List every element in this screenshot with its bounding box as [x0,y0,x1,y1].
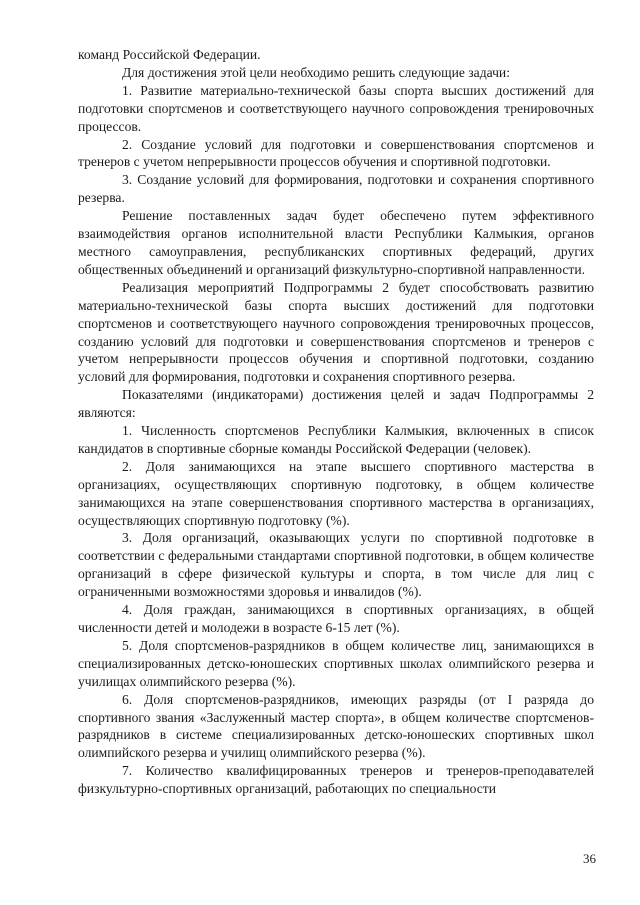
paragraph-indicator-6: 6. Доля спортсменов-разрядников, имеющих разряды (от I разряда до спортивного звания «Заслуженный мастер спорта», в общем количестве спортсменов-разрядников в системе специализированных детско-юношеских спортивных школ олимпийского резерва и училищ олимпийского резерва (%). [78,691,594,761]
paragraph-tasks-intro: Для достижения этой цели необходимо решить следующие задачи: [122,64,510,80]
paragraph-task-2: 2. Создание условий для подготовки и совершенствования спортсменов и тренеров с учетом непрерывности процессов обучения и спортивной подготовки. [78,136,594,170]
paragraph-task-3: 3. Создание условий для формирования, подготовки и сохранения спортивного резерва. [78,172,594,206]
paragraph-continuation: команд Российской Федерации. [78,47,261,62]
paragraph-indicators-intro: Показателями (индикаторами) достижения целей и задач Подпрограммы 2 являются: [78,387,594,421]
paragraph-indicator-2: 2. Доля занимающихся на этапе высшего спортивного мастерства в организациях, осуществляющих спортивную подготовку, в общем количестве занимающихся на этапе совершенствования спортивного мастерства в организациях, осуществляющих спортивную подготовку (%). [78,458,594,528]
paragraph-implementation: Реализация мероприятий Подпрограммы 2 будет способствовать развитию материально-технической базы спорта высших достижений для подготовки спортсменов и соответствующего научного сопровождения тренировочных процессов, созданию условий для подготовки и совершенствования спортсменов и тренеров с учетом непрерывности процессов обучения и спортивной подготовки, созданию условий для формирования, подготовки и сохранения спортивного резерва. [78,279,594,385]
page-number: 36 [583,851,596,866]
paragraph-solution: Решение поставленных задач будет обеспечено путем эффективного взаимодействия органов исполнительной власти Республики Калмыкия, органов местного самоуправления, республиканских спортивных федераций, других общественных объединений и организаций физкультурно-спортивной направленности. [78,208,594,277]
paragraph-indicator-5: 5. Доля спортсменов-разрядников в общем количестве лиц, занимающихся в специализированных детско-юношеских спортивных школах олимпийского резерва и училищах олимпийского резерва (%). [78,637,594,689]
paragraph-indicator-7: 7. Количество квалифицированных тренеров и тренеров-преподавателей физкультурно-спортивных организаций, работающих по специальности [78,763,594,797]
document-page [78,46,594,798]
paragraph-indicator-3: 3. Доля организаций, оказывающих услуги по спортивной подготовке в соответствии с федеральными стандартами спортивной подготовки, в общем количестве организаций в сфере физической культуры и спорта, в том числе для лиц с ограниченными возможностями здоровья и инвалидов (%). [78,530,594,600]
paragraph-indicator-4: 4. Доля граждан, занимающихся в спортивных организациях, в общей численности детей и молодежи в возрасте 6-15 лет (%). [78,602,594,635]
paragraph-indicator-1: 1. Численность спортсменов Республики Калмыкия, включенных в список кандидатов в спортивные сборные команды Российской Федерации (человек). [78,423,594,456]
paragraph-task-1: 1. Развитие материально-технической базы спорта высших достижений для подготовки спортсменов и соответствующего научного сопровождения тренировочных процессов. [78,82,594,134]
